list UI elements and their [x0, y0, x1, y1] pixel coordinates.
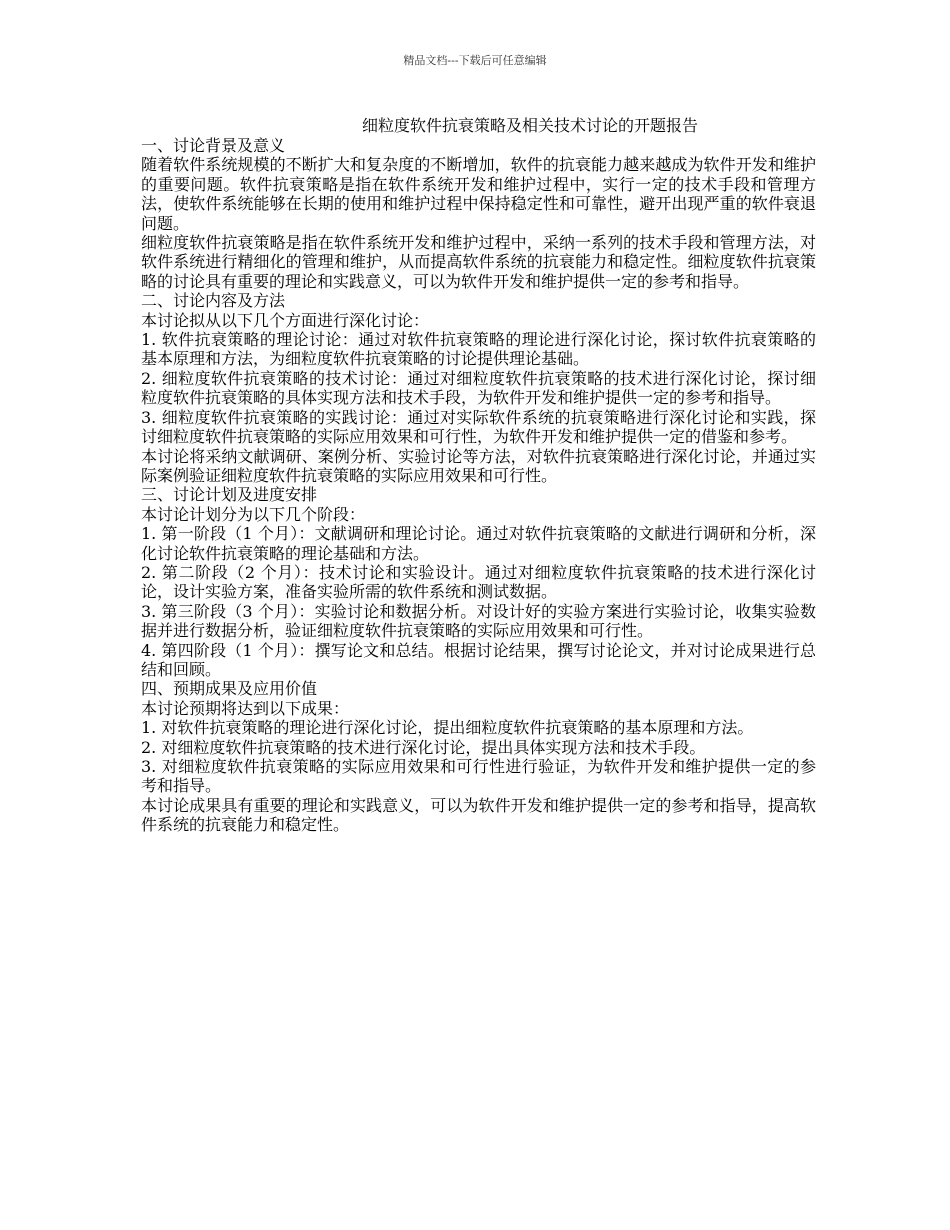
paragraph: 细粒度软件抗衰策略是指在软件系统开发和维护过程中，采纳一系列的技术手段和管理方法，对软件系统进行精细化的管理和维护，从而提高软件系统的抗衰能力和稳定性。细粒度软件抗衰策略的讨论具有重要的理论和实践意义，可以为软件开发和维护提供一定的参考和指导。 — [141, 233, 816, 291]
list-item: 1. 软件抗衰策略的理论讨论：通过对软件抗衰策略的理论进行深化讨论，探讨软件抗衰策略的基本原理和方法，为细粒度软件抗衰策略的讨论提供理论基础。 — [141, 330, 816, 369]
list-item: 3. 对细粒度软件抗衰策略的实际应用效果和可行性进行验证，为软件开发和维护提供一定的参考和指导。 — [141, 757, 816, 796]
paragraph: 本讨论将采纳文献调研、案例分析、实验讨论等方法，对软件抗衰策略进行深化讨论，并通过实际案例验证细粒度软件抗衰策略的实际应用效果和可行性。 — [141, 446, 816, 485]
page-header: 精品文档---下载后可任意编辑 — [403, 54, 547, 67]
paragraph: 本讨论预期将达到以下成果： — [141, 698, 350, 718]
paragraph: 随着软件系统规模的不断扩大和复杂度的不断增加，软件的抗衰能力越来越成为软件开发和维护的重要问题。软件抗衰策略是指在软件系统开发和维护过程中，实行一定的技术手段和管理方法，使软件系统能够在长期的使用和维护过程中保持稳定性和可靠性，避开出现严重的软件衰退问题。 — [141, 155, 816, 233]
list-item: 4. 第四阶段（1 个月）：撰写论文和总结。根据讨论结果，撰写讨论论文，并对讨论成果进行总结和回顾。 — [141, 640, 816, 679]
list-item: 2. 对细粒度软件抗衰策略的技术进行深化讨论，提出具体实现方法和技术手段。 — [141, 737, 706, 757]
list-item: 1. 第一阶段（1 个月）：文献调研和理论讨论。通过对软件抗衰策略的文献进行调研和分析，深化讨论软件抗衰策略的理论基础和方法。 — [141, 524, 816, 563]
document-title: 细粒度软件抗衰策略及相关技术讨论的开题报告 — [362, 116, 699, 135]
list-item: 3. 第三阶段（3 个月）：实验讨论和数据分析。对设计好的实验方案进行实验讨论，收集实验数据并进行数据分析，验证细粒度软件抗衰策略的实际应用效果和可行性。 — [141, 601, 816, 641]
list-item: 2. 第二阶段（2 个月）：技术讨论和实验设计。通过对细粒度软件抗衰策略的技术进行深化讨论，设计实验方案，准备实验所需的软件系统和测试数据。 — [141, 562, 816, 602]
list-item: 1. 对软件抗衰策略的理论进行深化讨论，提出细粒度软件抗衰策略的基本原理和方法。 — [141, 718, 754, 738]
paragraph: 本讨论成果具有重要的理论和实践意义，可以为软件开发和维护提供一定的参考和指导，提高软件系统的抗衰能力和稳定性。 — [141, 795, 816, 835]
section-heading-content-methods: 二、讨论内容及方法 — [141, 291, 286, 311]
section-heading-expected-results: 四、预期成果及应用价值 — [141, 679, 318, 699]
list-item: 3. 细粒度软件抗衰策略的实践讨论：通过对实际软件系统的抗衰策略进行深化讨论和实践，探讨细粒度软件抗衰策略的实际应用效果和可行性，为软件开发和维护提供一定的借鉴和参考。 — [141, 407, 816, 447]
section-heading-plan-schedule: 三、讨论计划及进度安排 — [141, 485, 318, 505]
section-heading-background: 一、讨论背景及意义 — [141, 136, 286, 155]
list-item: 2. 细粒度软件抗衰策略的技术讨论：通过对细粒度软件抗衰策略的技术进行深化讨论，探讨细粒度软件抗衰策略的具体实现方法和技术手段，为软件开发和维护提供一定的参考和指导。 — [141, 368, 816, 408]
paragraph: 本讨论计划分为以下几个阶段： — [141, 504, 366, 524]
paragraph: 本讨论拟从以下几个方面进行深化讨论： — [141, 310, 430, 330]
document-body — [141, 136, 816, 835]
